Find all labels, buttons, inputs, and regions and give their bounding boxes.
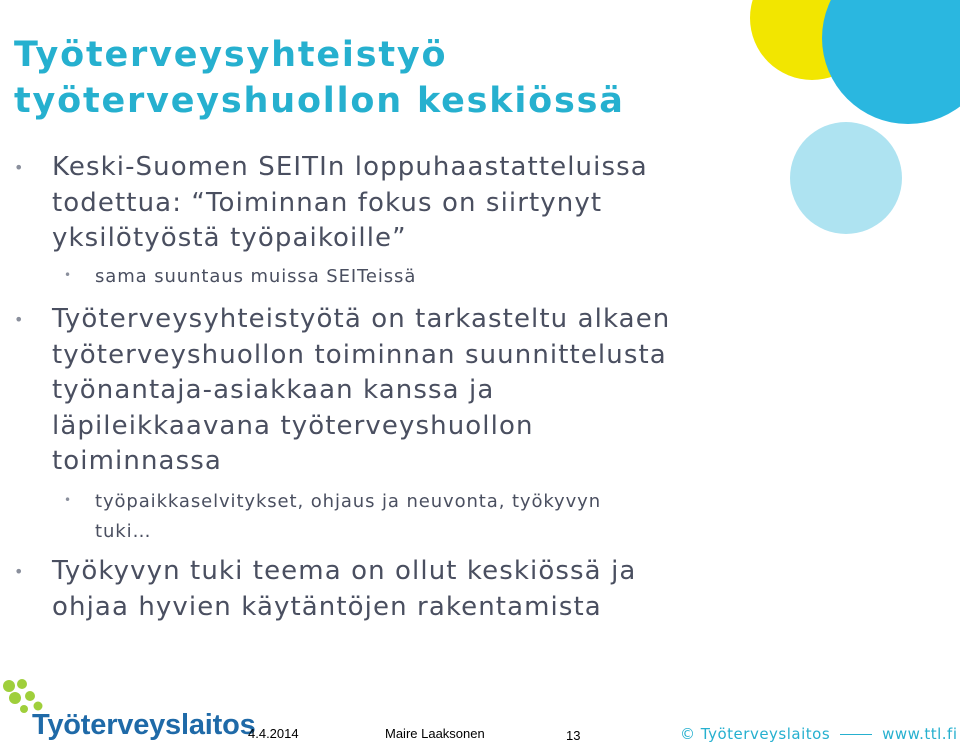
- bullet-1-line-2: todettua: “Toiminnan fokus on siirtynyt: [52, 187, 603, 218]
- bullet-3-line-2: ohjaa hyvien käytäntöjen rakentamista: [52, 591, 602, 622]
- bullet-1-line-3: yksilötyöstä työpaikoille”: [52, 223, 407, 253]
- footer-date: 4.4.2014: [248, 726, 299, 741]
- bullet-2-line-3: työnantaja-asiakkaan kanssa ja: [52, 375, 495, 405]
- bullet-marker: •: [14, 562, 24, 581]
- footer-copyright: [680, 725, 957, 743]
- footer-page-number: 13: [566, 728, 581, 743]
- bullet-1-sub: [95, 262, 416, 292]
- slide-title: [14, 32, 625, 124]
- title-line-1: Työterveysyhteistyö: [14, 35, 448, 75]
- bullet-2-sub-line-2: tuki…: [95, 521, 152, 542]
- footer-divider-line: [840, 734, 872, 735]
- footer-author: Maire Laaksonen: [385, 726, 485, 741]
- bullet-2-sub-line-1: työpaikkaselvitykset, ohjaus ja neuvonta, työkyvyn: [95, 491, 602, 512]
- sub-bullet-marker: •: [64, 268, 72, 282]
- footer-website: www.ttl.fi: [882, 725, 958, 743]
- bullet-1-line-1: Keski-Suomen SEITIn loppuhaastatteluissa: [52, 152, 648, 182]
- bullet-2-line-5: toiminnassa: [52, 446, 222, 476]
- bullet-2-line-2: työterveyshuollon toiminnan suunnittelusta: [52, 339, 667, 370]
- bullet-3: [52, 554, 636, 625]
- light-cyan-circle: [790, 122, 902, 234]
- bullet-marker: •: [14, 310, 24, 329]
- sub-bullet-marker: •: [64, 493, 72, 507]
- bullet-2-sub: [95, 487, 601, 547]
- title-line-2: työterveyshuollon keskiössä: [14, 81, 625, 121]
- bullet-2-line-4: läpileikkaavana työterveyshuollon: [52, 410, 534, 441]
- bullet-2: [52, 302, 670, 480]
- copyright-symbol: ©: [680, 725, 696, 743]
- bullet-marker: •: [14, 158, 24, 177]
- bullet-1-sub-line-1: sama suuntaus muissa SEITeissä: [95, 266, 417, 287]
- footer-logo-text: Työterveyslaitos: [32, 709, 256, 741]
- copyright-org: Työterveyslaitos: [700, 725, 831, 743]
- bullet-3-line-1: Työkyvyn tuki teema on ollut keskiössä ja: [52, 556, 637, 586]
- cyan-circle: [822, 0, 960, 124]
- bullet-1: [52, 150, 648, 257]
- bullet-2-line-1: Työterveysyhteistyötä on tarkasteltu alkaen: [52, 304, 671, 334]
